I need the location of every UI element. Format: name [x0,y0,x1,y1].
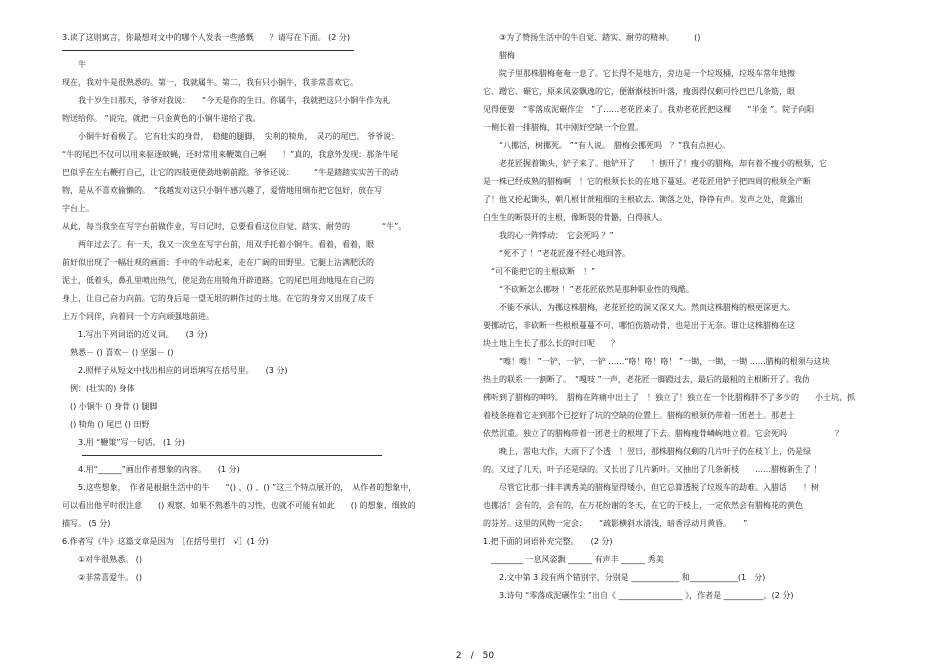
paragraph-line: 我十岁生日那天，爷爷对我说： “今天是你的生日。你属牛，我就把这只小铜牛作为礼 [78,95,391,105]
paragraph-line: 着枝条拖着它走到那个已挖好了坑的空缺的位置上。腊梅的根须仍带着一团老土。那老土 [483,410,795,420]
question-3-prompt: 3.读了这则寓言，你最想对文中的哪个人发表一些感慨 ？请写在下面。 (2 分) [62,33,351,42]
question-line: 例：(壮实的) 身体 [70,383,135,393]
question-line: 1.写出下列词语的近义词。 (3 分) [78,329,208,339]
question-line: () 犄角 () 尾巴 () 田野 [70,419,150,429]
question-line: ________ 一息风姿飘 ______ 有声丰 ______ 秀美 [491,554,664,564]
paragraph-line: 院子里那株腊梅奄奄一息了。它长得不是地方，旁边是一个垃圾桶，垃圾车常年地擦 [499,68,795,78]
choice-line: ②非常喜爱牛。 () [78,572,142,582]
paragraph-line: 巴似乎在左右鞭打自己，让它的四肢更使劲地朝前蹬。爷爷还说： “牛是踏踏实实苦干的动 [62,167,399,177]
paragraph-line: 要挪动它，非砍断一些根根蔓蔓不可，哪怕伤筋动骨，也是出于无奈。谁让这株腊梅在这 [483,320,795,330]
paragraph-line: 物送给你。 ”说完，就把一只金黄色的小铜牛递给了我。 [62,113,261,123]
paragraph-line: 晚上，雷电大作，大雨下了个透 ！翌日，那株腊梅仅剩的几片叶子仍在枝丫上，仍是绿 [499,446,811,456]
answer-line [82,455,382,456]
paragraph-line: 不能不承认，为挪这株腊梅，老花匠挖的洞又深又大。然而这株腊梅的根更深更大。 [499,302,795,312]
page-number: 2 / 50 [455,651,495,661]
answer-line [62,50,354,51]
question-line: 3.用 “鞭策”写一句话。 (1 分) [78,437,185,447]
paragraph-line: 白生生的断裂开的主根，像断裂的骨骼，白得骇人。 [483,212,667,222]
paragraph-line: 上万个同伴，向着同一个方向顽强地前进。 [62,311,214,321]
paragraph-line: 佛听到了腊梅的呻吟。 腊梅在阵痛中出土了 ！独立了！独立在一个比腊梅胖不了多少的 小土坑，抓 [483,392,855,402]
paragraph-line: “死不了 ！”老花匠漫不经心地回答。 [499,248,630,258]
question-line: 描写。 (5 分) [62,518,111,528]
paragraph-line: 也挪活！会有的，会有的，在万花纷谢的冬天，在它的干枝上，一定依然会有腊梅花的黄色 [483,500,803,510]
paragraph-line: 从此，每当我坐在写字台前做作业，写日记时，总要看看这位自觉、踏实、耐劳的 “牛”。 [62,221,407,231]
question-line: () 小铜牛 () 身骨 () 腿脚 [70,401,158,411]
article-title-niu: 牛 [78,59,86,69]
paragraph-line: 我的心一阵悸动： 它会死吗 ？” [499,230,614,240]
question-line: 6.作者写《牛》这篇文章是因为 ［在括号里打 √］(1 分) [62,536,269,546]
paragraph-line: 尽管它比那一排丰满秀美的腊梅显得矮小，但它总算透脱了垃圾车的劫难。入腊话 ！树 [499,482,819,492]
paragraph-line: 前好似出现了一幅壮观的画面：手中的牛动起来，走在广阔的田野里。它腿上沾满肥沃的 [62,257,374,267]
paragraph-line: 老花匠握着锄头，铲子来了。他铲开了 ！刨开了！瘦小的腊梅，却有着不瘦小的根须，它 [499,158,827,168]
paragraph-line: 物，是从不喜欢偷懒的。 “我越发对这只小铜牛感兴趣了，爱惜地用绸布把它包好，放在写 [62,185,383,195]
paragraph-line: 的。又过了几天，叶子还是绿的。又长出了几片新叶。又抽出了几条新枝 ……腊梅新生了 ！ [483,464,822,474]
question-line: 3.诗句 “零落成泥碾作尘 ”出自《 ________________ 》，作者是 __________。(2 分) [499,590,794,600]
right-column [483,32,895,608]
paragraph-line: “可不能把它的主根砍断 ！” [491,266,596,276]
question-line: 4.用“______”画出作者想象的内容。 (1 分) [78,464,240,474]
paragraph-line: 字台上。 [62,203,94,213]
paragraph-line: 泥土，低着头，鼻孔里喷出热气，使足劲在用犄角开辟道路。它的尾巴用劲地甩在自己的 [62,275,374,285]
paragraph-line: 两年过去了。有一天，我又一次坐在写字台前，用双手托着小铜牛。看着，看着，眼 [78,239,374,249]
question-line: 熟悉－ () 喜欢－ () 坚强－ () [70,347,174,357]
paragraph-line: 一侧长着一排腊梅，其中刚好空缺一个位置。 [483,122,643,132]
paragraph-line: 见得便要 “零落成泥碾作尘 ”了……老花匠来了。我劝老花匠把这棵 “半金 ”。院子向阳 [483,104,815,114]
paragraph-line: 小铜牛好看极了。 它有壮实的身骨， 稳健的腿脚， 尖利的犄角， 灵巧的尾巴。 爷爷说： [78,131,400,141]
left-column [62,32,440,590]
paragraph-line: “不砍断怎么挪呀 ！”老花匠依然是那种职业性的残酷。 [499,284,694,294]
paragraph-line: 是一株已经成熟的腊梅啊 ！它的根须长长的在地下蔓延。老花匠用铲子把四周的根须全产断 [483,176,811,186]
paragraph-line: 身上，让自己奋力向前。它的身后是一望无垠的耕作过的土地。在它的身旁又出现了成千 [62,293,374,303]
paragraph-line: 的芬芳。这里的风物一定会： “疏影横斜水清浅，暗香浮动月黄昏。 ” [483,518,748,528]
paragraph-line: 热土的联系一一割断了。 “嘎吱 ”一声，老花匠一脚蹬过去，最后的最粗的主根断开了。我仿 [483,374,810,384]
question-line: 5.这些想象， 作者是根据生活中的牛 “() 、() 、() ”这三个特点展开的， 从作者的想象中， [78,482,417,492]
choice-line: ③为了赞扬生活中的牛自觉、踏实、耐劳的精神。 () [499,33,701,42]
paragraph-line: 了！他又抡起锄头，朝几根甘蔗粗细的主根砍去。锄落之处，铮铮有声。发声之处，竟露出 [483,194,803,204]
question-line: 2.照样子从短文中找出相应的词语填写在括号里。 (3 分) [78,365,288,375]
question-line: 2.文中第 3 段有两个错别字，分别是 ____________ 和____________(1 分) [499,572,766,582]
question-line: 1.把下面的词语补充完整。 (2 分) [483,536,613,546]
question-line: 可以看出他平时很注意 () 观察，如果不熟悉牛的习性，也就不可能有如此 () 的想象、细致的 [62,500,416,510]
paragraph-line: 依然沉重。独立了的腊梅带着一团老土的根埋了下去。腊梅瘦骨嶙峋地立着。它会死吗 ？ [483,428,843,438]
paragraph-line: 现在，我对牛是很熟悉的。第一，我就属牛。第二，我有只小铜牛，我非常喜欢它。 [62,77,358,87]
paragraph-line: 它、蹭它、碾它，原来风姿飘逸的它，便渐渐枝折叶落，瘦弱得仅剩可怜巴巴几条筋，眼 [483,86,795,96]
paragraph-line: “牛的尾巴不仅可以用来驱逐蚊蝇，还时常用来鞭策自己啊 ！”真的，我意外发现：那条牛尾 [62,149,399,159]
choice-line: ①对牛很熟悉。 () [78,554,142,564]
paragraph-line: “八挪活，树挪死。 ”“有人说。 腊梅会挪死吗 ？”我有点担心。 [499,140,731,150]
paragraph-line: “嚓！嚓！ ”一铲，一铲，一铲 ……“咯！咯！咯！ ”一锄，一锄，一锄 ……腊梅的根须与这块 [499,356,830,366]
paragraph-line: 块土地上生长了那么长的时日呢 ？ [483,338,619,348]
article-title-lamei: 腊梅 [499,50,515,60]
